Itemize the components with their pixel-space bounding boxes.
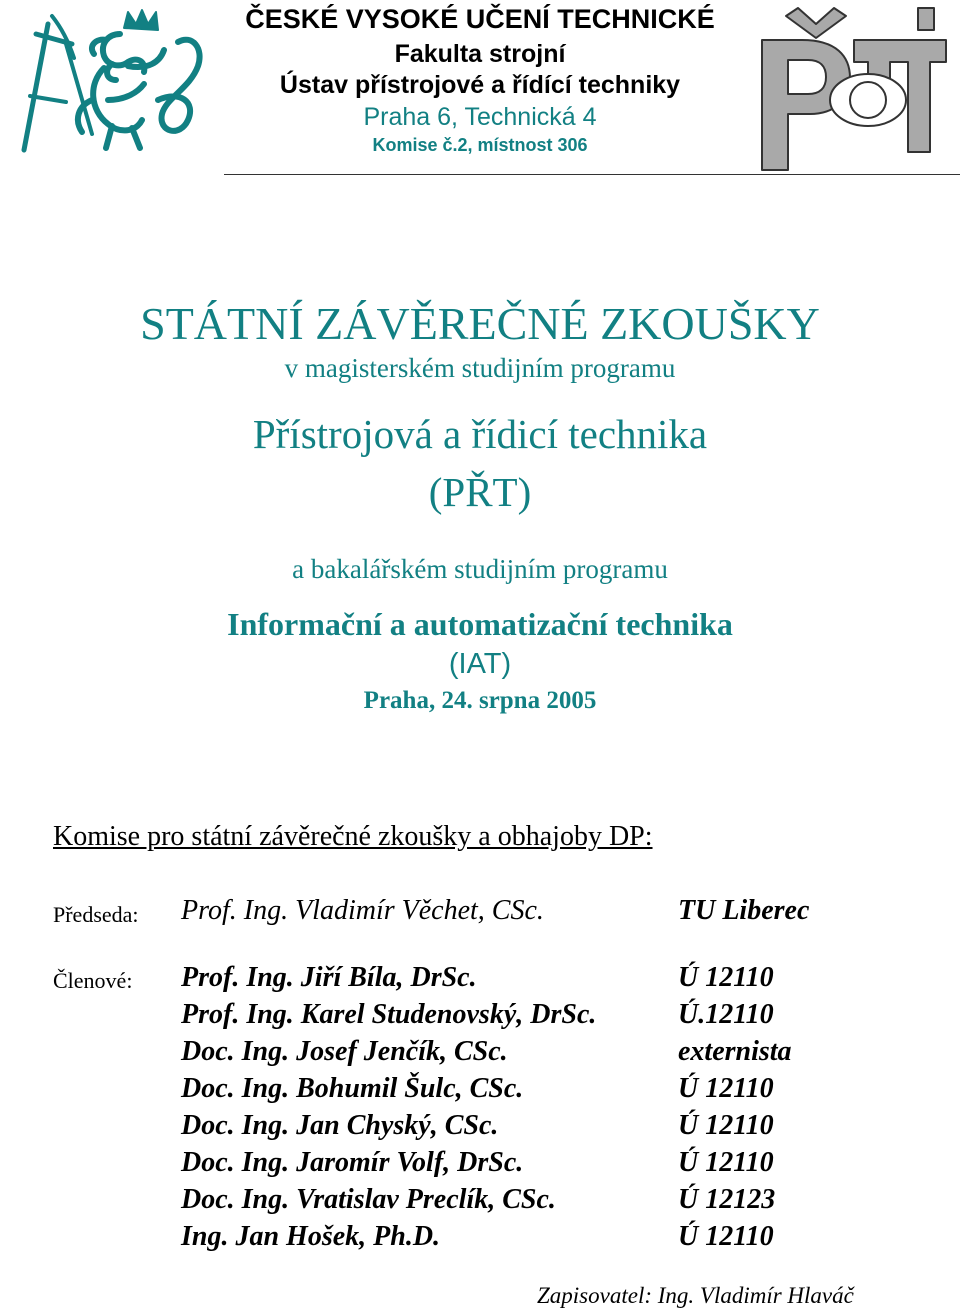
institute-name: Ústav přístrojové a řídící techniky	[279, 71, 681, 99]
committee-heading: Komise pro státní závěrečné zkoušky a obhajoby DP:	[53, 821, 653, 852]
chair-label: Předseda:	[53, 902, 139, 927]
member-name: Doc. Ing. Jaromír Volf, DrSc.	[181, 1147, 524, 1178]
member-affiliation: Ú 12110	[678, 1221, 774, 1252]
member-affiliation: Ú 12110	[678, 1073, 774, 1104]
room-info: Komise č.2, místnost 306	[372, 135, 588, 155]
member-name: Ing. Jan Hošek, Ph.D.	[181, 1221, 441, 1252]
member-name: Doc. Ing. Bohumil Šulc, CSc.	[181, 1073, 524, 1104]
chair-affiliation: TU Liberec	[678, 895, 810, 926]
exam-date: Praha, 24. srpna 2005	[363, 687, 597, 714]
university-name: ČESKÉ VYSOKÉ UČENÍ TECHNICKÉ	[245, 4, 715, 34]
member-affiliation: Ú 12123	[678, 1184, 776, 1215]
main-title: STÁTNÍ ZÁVĚREČNÉ ZKOUŠKY	[140, 298, 820, 349]
member-name: Prof. Ing. Karel Studenovský, DrSc.	[181, 999, 597, 1030]
program-name: Přístrojová a řídicí technika	[252, 411, 708, 457]
member-affiliation: externista	[678, 1036, 792, 1067]
lion-logo-icon	[8, 4, 216, 154]
member-affiliation: Ú.12110	[678, 999, 774, 1030]
header-divider	[224, 174, 960, 175]
bachelor-program-name: Informační a automatizační technika	[227, 606, 733, 642]
members-label: Členové:	[53, 968, 133, 993]
member-name: Doc. Ing. Josef Jenčík, CSc.	[181, 1036, 508, 1067]
program-abbreviation: (PŘT)	[428, 469, 532, 515]
member-affiliation: Ú 12110	[678, 1110, 774, 1141]
member-affiliation: Ú 12110	[678, 1147, 774, 1178]
address: Praha 6, Technická 4	[363, 103, 597, 131]
bachelor-intro: a bakalářském studijním programu	[292, 554, 668, 584]
member-name: Doc. Ing. Vratislav Preclík, CSc.	[181, 1184, 556, 1215]
faculty-name: Fakulta strojní	[394, 40, 566, 68]
chair-name: Prof. Ing. Vladimír Věchet, CSc.	[181, 895, 544, 926]
member-name: Prof. Ing. Jiří Bíla, DrSc.	[181, 962, 477, 993]
prt-monogram-logo-icon	[758, 4, 950, 176]
member-name: Doc. Ing. Jan Chyský, CSc.	[181, 1110, 499, 1141]
program-intro: v magisterském studijním programu	[284, 353, 676, 383]
bachelor-program-abbreviation: (IAT)	[448, 648, 512, 680]
member-affiliation: Ú 12110	[678, 962, 774, 993]
recorder: Zapisovatel: Ing. Vladimír Hlaváč	[537, 1283, 854, 1308]
